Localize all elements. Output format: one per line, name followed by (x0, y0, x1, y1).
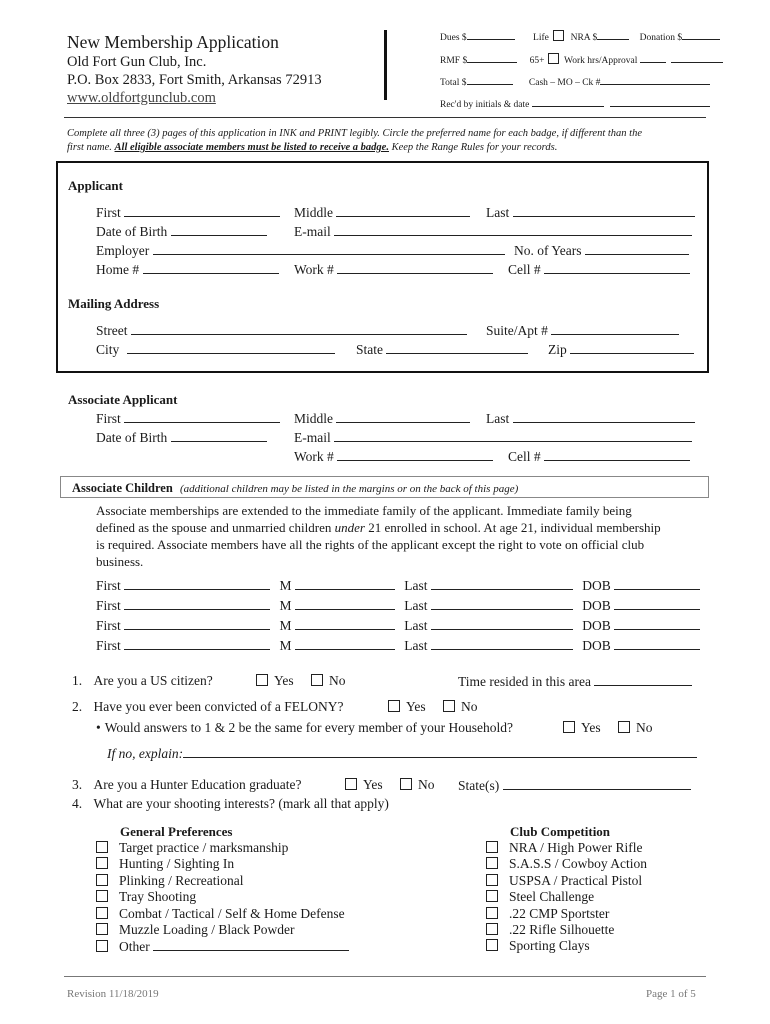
first-name-field[interactable] (124, 204, 280, 217)
associate-cell-field[interactable] (544, 448, 690, 461)
club-option[interactable]: Sporting Clays (486, 938, 647, 954)
child-first-label: First (96, 638, 121, 653)
q3-no-label: No (418, 777, 435, 792)
club-option[interactable]: S.A.S.S / Cowboy Action (486, 856, 647, 872)
associate-last-label: Last (486, 411, 510, 426)
work-phone-label: Work # (294, 262, 334, 277)
email-field[interactable] (334, 223, 692, 236)
q2-no-label: No (461, 699, 478, 714)
child-middle-label: M (279, 598, 292, 613)
first-name-label: First (96, 205, 121, 220)
revision-date: Revision 11/18/2019 (67, 988, 159, 1000)
general-option-checkbox[interactable] (96, 857, 108, 869)
states-label: State(s) (458, 778, 500, 793)
general-preferences-heading: General Preferences (120, 824, 233, 839)
q1-text: Are you a US citizen? (93, 673, 213, 688)
home-phone-label: Home # (96, 262, 140, 277)
general-option-checkbox[interactable] (96, 841, 108, 853)
child-first-field[interactable] (124, 637, 270, 650)
associate-last-field[interactable] (513, 410, 695, 423)
state-field[interactable] (386, 341, 528, 354)
child-row (96, 637, 700, 654)
mailing-heading: Mailing Address (68, 296, 160, 311)
club-competition-list (486, 840, 647, 955)
associate-first-field[interactable] (124, 410, 280, 423)
email-label: E-mail (294, 224, 331, 239)
household-yes-label: Yes (581, 720, 601, 735)
general-option-checkbox[interactable] (96, 890, 108, 902)
footer-rule (64, 976, 706, 977)
associate-cell-label: Cell # (508, 449, 541, 464)
child-middle-field[interactable] (295, 597, 395, 610)
applicant-heading: Applicant (68, 178, 123, 193)
employer-label: Employer (96, 243, 150, 258)
child-first-label: First (96, 598, 121, 613)
general-preferences-list (96, 840, 349, 956)
last-name-label: Last (486, 205, 510, 220)
office-use-row-1 (440, 30, 720, 43)
zip-label: Zip (548, 342, 567, 357)
street-label: Street (96, 323, 128, 338)
q1-time-label: Time resided in this area (458, 674, 591, 689)
instructions-line-1: Complete all three (3) pages of this application in INK and PRINT legibly. Circle the preferred name for each badge, if different than the (67, 128, 642, 139)
associate-dob-field[interactable] (171, 429, 267, 442)
child-middle-label: M (279, 578, 292, 593)
club-option-checkbox[interactable] (486, 923, 498, 935)
child-last-field[interactable] (431, 597, 573, 610)
question-2: 2. Have you ever been convicted of a FELONY? (72, 699, 344, 714)
life-checkbox[interactable] (553, 30, 564, 41)
children-policy (96, 502, 661, 570)
years-field[interactable] (585, 242, 689, 255)
child-last-label: Last (404, 578, 428, 593)
office-use-row-2 (440, 53, 723, 66)
child-last-label: Last (404, 638, 428, 653)
child-middle-field[interactable] (295, 617, 395, 630)
suite-label: Suite/Apt # (486, 323, 548, 338)
header-rule (64, 117, 706, 118)
state-label: State (356, 342, 383, 357)
club-option-checkbox[interactable] (486, 841, 498, 853)
general-option-checkbox[interactable] (96, 940, 108, 952)
q1-no-checkbox[interactable] (311, 674, 323, 686)
club-option[interactable]: .22 CMP Sportster (486, 906, 647, 922)
child-row (96, 577, 700, 594)
child-dob-field[interactable] (614, 617, 700, 630)
general-option[interactable]: Target practice / marksmanship (96, 840, 349, 856)
nra-label: NRA $ (570, 33, 598, 43)
general-option-checkbox[interactable] (96, 923, 108, 935)
club-option-checkbox[interactable] (486, 907, 498, 919)
children-heading: Associate Children (72, 481, 173, 495)
q4-text: What are your shooting interests? (mark all that apply) (93, 796, 389, 811)
child-row (96, 617, 700, 634)
children-policy-line-2: defined as the spouse and unmarried children under 21 enrolled in school. At age 21, individual membership (96, 520, 661, 535)
donation-label: Donation $ (639, 33, 683, 43)
q3-text: Are you a Hunter Education graduate? (93, 777, 302, 792)
q1-yes-checkbox[interactable] (256, 674, 268, 686)
child-middle-field[interactable] (295, 637, 395, 650)
children-heading-row (72, 481, 518, 496)
club-competition-heading: Club Competition (510, 824, 611, 839)
household-text: Would answers to 1 & 2 be the same for every member of your Household? (104, 720, 514, 735)
total-label: Total $ (440, 78, 467, 88)
general-option[interactable]: Muzzle Loading / Black Powder (96, 922, 349, 938)
children-note: (additional children may be listed in the margins or on the back of this page) (179, 483, 519, 495)
club-address: P.O. Box 2833, Fort Smith, Arkansas 72913 (67, 72, 322, 88)
general-option-checkbox[interactable] (96, 907, 108, 919)
cash-mo-ck-label: Cash – MO – Ck # (528, 78, 601, 88)
associate-work-field[interactable] (337, 448, 493, 461)
explain-label: If no, explain (107, 746, 179, 761)
household-no-label: No (636, 720, 653, 735)
child-dob-label: DOB (582, 618, 611, 633)
q2-yes-checkbox[interactable] (388, 700, 400, 712)
q1-no-label: No (329, 673, 346, 688)
q2-no-checkbox[interactable] (443, 700, 455, 712)
zip-field[interactable] (570, 341, 694, 354)
child-last-label: Last (404, 598, 428, 613)
child-dob-label: DOB (582, 598, 611, 613)
other-interest-field[interactable] (153, 938, 349, 951)
associate-dob-label: Date of Birth (96, 430, 168, 445)
child-first-field[interactable] (124, 617, 270, 630)
general-option[interactable]: Combat / Tactical / Self & Home Defense (96, 906, 349, 922)
middle-name-label: Middle (294, 205, 333, 220)
children-policy-line-1: Associate memberships are extended to the immediate family of the applicant. Immediate family being (96, 503, 632, 518)
child-middle-field[interactable] (295, 577, 395, 590)
associate-first-label: First (96, 411, 121, 426)
child-last-field[interactable] (431, 637, 573, 650)
suite-field[interactable] (551, 322, 679, 335)
last-name-field[interactable] (513, 204, 695, 217)
cell-phone-field[interactable] (544, 261, 690, 274)
associate-middle-field[interactable] (336, 410, 470, 423)
club-name: Old Fort Gun Club, Inc. (67, 54, 207, 70)
header-divider (384, 30, 387, 100)
general-option[interactable]: Plinking / Recreational (96, 873, 349, 889)
general-option[interactable]: Hunting / Sighting In (96, 856, 349, 872)
associate-heading: Associate Applicant (68, 392, 178, 407)
child-dob-label: DOB (582, 578, 611, 593)
rmf-label: RMF $ (440, 56, 468, 66)
associate-work-label: Work # (294, 449, 334, 464)
child-dob-field[interactable] (614, 597, 700, 610)
question-3: 3. Are you a Hunter Education graduate? (72, 777, 302, 792)
child-first-label: First (96, 618, 121, 633)
question-4: 4. What are your shooting interests? (mark all that apply) (72, 796, 389, 811)
cell-phone-label: Cell # (508, 262, 541, 277)
child-dob-field[interactable] (614, 637, 700, 650)
child-dob-label: DOB (582, 638, 611, 653)
work-hrs-label: Work hrs/Approval (564, 56, 638, 66)
q2-yes-label: Yes (406, 699, 426, 714)
club-option-checkbox[interactable] (486, 890, 498, 902)
instructions (67, 127, 642, 155)
middle-name-field[interactable] (336, 204, 470, 217)
club-option[interactable]: .22 Rifle Silhouette (486, 922, 647, 938)
household-yes-checkbox[interactable] (563, 721, 575, 733)
age65-label: 65+ (529, 56, 545, 66)
explain-field[interactable] (183, 745, 697, 758)
page-title: New Membership Application (67, 32, 279, 52)
q2-text: Have you ever been convicted of a FELONY? (93, 699, 344, 714)
street-field[interactable] (131, 322, 467, 335)
states-field[interactable] (503, 777, 691, 790)
time-resided-field[interactable] (594, 673, 692, 686)
children-policy-line-3: is required. Associate members have all the rights of the applicant except the right to vote on official club (96, 537, 645, 552)
child-dob-field[interactable] (614, 577, 700, 590)
question-1: 1. Are you a US citizen? (72, 673, 213, 688)
city-label: City (96, 342, 120, 357)
child-row (96, 597, 700, 614)
child-last-field[interactable] (431, 617, 573, 630)
work-phone-field[interactable] (337, 261, 493, 274)
associate-middle-label: Middle (294, 411, 333, 426)
q3-yes-checkbox[interactable] (345, 778, 357, 790)
household-question: • Would answers to 1 & 2 be the same for every member of your Household? (96, 720, 514, 735)
club-option[interactable]: Steel Challenge (486, 889, 647, 905)
child-middle-label: M (279, 638, 292, 653)
children-policy-line-4: business. (96, 554, 144, 569)
home-phone-field[interactable] (143, 261, 279, 274)
child-last-label: Last (404, 618, 428, 633)
recd-label: Rec'd by initials & date (440, 100, 530, 110)
employer-field[interactable] (153, 242, 505, 255)
city-field[interactable] (127, 341, 335, 354)
child-first-field[interactable] (124, 577, 270, 590)
general-option-checkbox[interactable] (96, 874, 108, 886)
q1-yes-label: Yes (274, 673, 294, 688)
club-option[interactable]: NRA / High Power Rifle (486, 840, 647, 856)
club-option-checkbox[interactable] (486, 874, 498, 886)
age65-checkbox[interactable] (548, 53, 559, 64)
life-label: Life (533, 33, 549, 43)
q3-no-checkbox[interactable] (400, 778, 412, 790)
child-last-field[interactable] (431, 577, 573, 590)
associate-email-field[interactable] (334, 429, 692, 442)
associate-email-label: E-mail (294, 430, 331, 445)
office-use-row-4 (440, 97, 710, 110)
child-first-label: First (96, 578, 121, 593)
club-website-link[interactable]: www.oldfortgunclub.com (67, 90, 216, 106)
q3-yes-label: Yes (363, 777, 383, 792)
dob-label: Date of Birth (96, 224, 168, 239)
household-no-checkbox[interactable] (618, 721, 630, 733)
child-first-field[interactable] (124, 597, 270, 610)
general-option-other[interactable]: Other (96, 938, 349, 955)
dob-field[interactable] (171, 223, 267, 236)
club-option[interactable]: USPSA / Practical Pistol (486, 873, 647, 889)
general-option[interactable]: Tray Shooting (96, 889, 349, 905)
child-middle-label: M (279, 618, 292, 633)
club-option-checkbox[interactable] (486, 939, 498, 951)
page-number: Page 1 of 5 (646, 988, 696, 1000)
office-use-row-3 (440, 75, 710, 88)
club-option-checkbox[interactable] (486, 857, 498, 869)
years-label: No. of Years (514, 243, 582, 258)
dues-label: Dues $ (440, 33, 467, 43)
badge-requirement-note: All eligible associate members must be listed to receive a badge. (114, 142, 389, 153)
instructions-line-2: first name. All eligible associate members must be listed to receive a badge. Keep the Range Rules for your records. (67, 142, 558, 153)
